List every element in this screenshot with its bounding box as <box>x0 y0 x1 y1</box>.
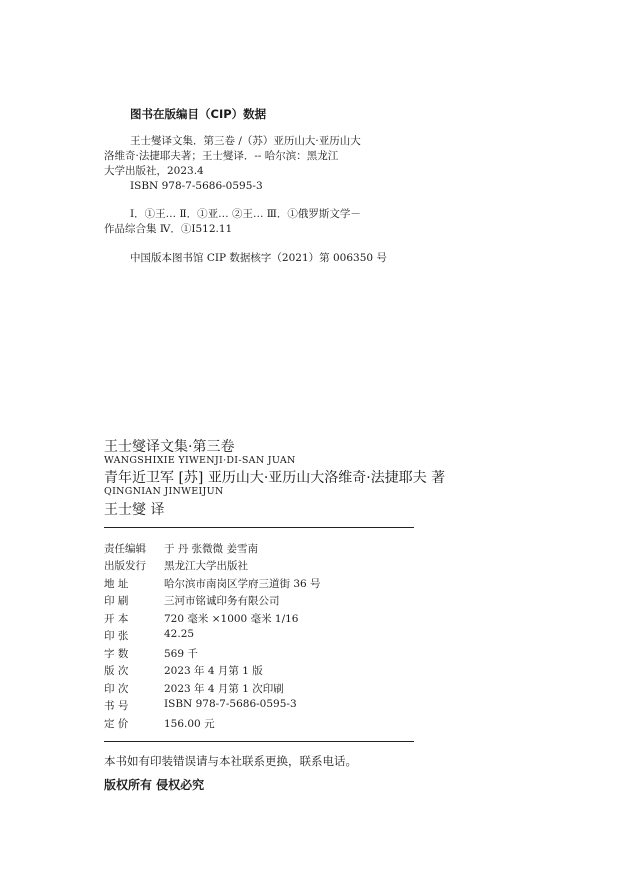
info-row-format <box>104 611 299 626</box>
info-label: 版 次 <box>104 665 129 677</box>
info-label: 定 价 <box>104 718 129 730</box>
info-value: 42.25 <box>164 628 195 640</box>
info-row-price <box>104 716 215 731</box>
book-title-author-line: 青年近卫军 [苏] 亚历山大·亚历山大洛维奇·法捷耶夫 著 <box>104 470 446 486</box>
cip-entry-line-3: 大学出版社，2023.4 <box>104 165 204 177</box>
info-value: 2023 年 4 月第 1 次印刷 <box>164 683 284 695</box>
cip-heading: 图书在版编目（CIP）数据 <box>130 107 267 121</box>
divider-top <box>104 527 414 528</box>
info-value: 于 丹 张微微 姜雪南 <box>164 543 259 555</box>
info-value: 哈尔滨市南岗区学府三道街 36 号 <box>164 578 321 590</box>
info-value: 569 千 <box>164 648 198 660</box>
info-row-printer <box>104 593 280 608</box>
cip-classification-line-1: Ⅰ．①王… Ⅱ．①亚… ②王… Ⅲ．①俄罗斯文学－ <box>130 208 361 220</box>
cip-classification-line-2: 作品综合集 Ⅳ．①I512.11 <box>104 223 233 235</box>
info-value: 黑龙江大学出版社 <box>164 560 248 572</box>
translator-line: 王士燮 译 <box>104 502 165 518</box>
info-label: 印 次 <box>104 683 129 695</box>
info-row-editors <box>104 541 258 556</box>
cip-isbn: ISBN 978-7-5686-0595-3 <box>130 180 263 192</box>
info-value: 720 毫米 ×1000 毫米 1/16 <box>164 613 299 625</box>
info-row-edition <box>104 663 263 678</box>
info-row-printing <box>104 681 284 696</box>
defect-return-note: 本书如有印装错误请与本社联系更换，联系电话。 <box>104 754 357 768</box>
info-value: 156.00 元 <box>164 718 215 730</box>
divider-bottom <box>104 741 414 742</box>
cip-entry-line-1: 王士燮译文集．第三卷 /（苏）亚历山大·亚历山大 <box>130 135 361 147</box>
cip-entry-line-2: 洛维奇·法捷耶夫著；王士燮译．-- 哈尔滨：黑龙江 <box>104 150 339 162</box>
cip-verification-number: 中国版本图书馆 CIP 数据核字（2021）第 006350 号 <box>130 252 387 264</box>
series-title-pinyin: WANGSHIXIE YIWENJI·DI-SAN JUAN <box>104 455 296 466</box>
copyright-notice: 版权所有 侵权必究 <box>104 778 205 792</box>
info-label: 开 本 <box>104 613 129 625</box>
info-row-isbn <box>104 698 297 713</box>
info-row-sheets <box>104 628 194 643</box>
info-label: 印 张 <box>104 630 129 642</box>
info-row-word-count <box>104 646 198 661</box>
info-label: 责任编辑 <box>104 543 146 555</box>
info-label: 地 址 <box>104 578 129 590</box>
info-value: 2023 年 4 月第 1 版 <box>164 665 263 677</box>
info-row-publisher <box>104 558 248 573</box>
info-label: 书 号 <box>104 700 129 712</box>
info-label: 印 刷 <box>104 595 129 607</box>
series-title: 王士燮译文集·第三卷 <box>104 439 235 455</box>
info-value: ISBN 978-7-5686-0595-3 <box>164 698 297 710</box>
info-row-address <box>104 576 321 591</box>
info-value: 三河市铭诚印务有限公司 <box>164 595 280 607</box>
info-label: 字 数 <box>104 648 129 660</box>
info-label: 出版发行 <box>104 560 146 572</box>
book-title-pinyin: QINGNIAN JINWEIJUN <box>104 486 224 497</box>
